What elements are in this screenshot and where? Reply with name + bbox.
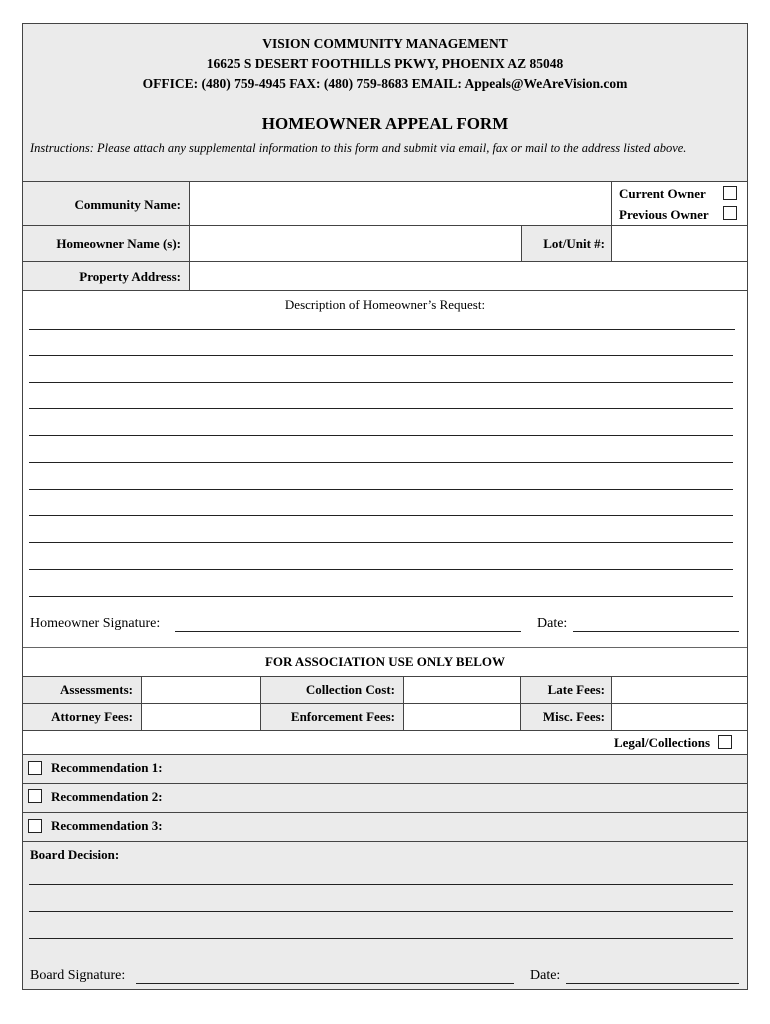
assessments-label: Assessments: [60, 682, 133, 697]
community-name-label: Community Name: [74, 197, 181, 212]
homeowner-date-label: Date: [537, 616, 568, 631]
homeowner-date-field[interactable] [573, 631, 739, 632]
homeowner-signature-field[interactable] [175, 631, 521, 632]
company-name: VISION COMMUNITY MANAGEMENT [262, 36, 508, 51]
misc-fees-label: Misc. Fees: [542, 709, 605, 724]
writing-line [29, 435, 733, 436]
collection-cost-label: Collection Cost: [305, 682, 395, 697]
misc-fees-field[interactable] [612, 704, 747, 730]
description-textarea[interactable] [29, 314, 739, 599]
board-signature-field[interactable] [136, 983, 514, 984]
recommendation-3-checkbox[interactable] [28, 819, 42, 833]
writing-line [29, 489, 733, 490]
enforcement-fees-field[interactable] [404, 704, 520, 730]
legal-collections-label: Legal/Collections [613, 735, 710, 750]
board-signature-label: Board Signature: [30, 968, 126, 983]
assessments-field[interactable] [142, 677, 260, 703]
company-contact: OFFICE: (480) 759-4945 FAX: (480) 759-8683 EMAIL: Appeals@WeAreVision.com [142, 76, 628, 91]
writing-line [29, 329, 735, 330]
recommendation-1-checkbox[interactable] [28, 761, 42, 775]
association-heading: FOR ASSOCIATION USE ONLY BELOW [264, 654, 506, 669]
board-date-field[interactable] [566, 983, 739, 984]
late-fees-label: Late Fees: [547, 682, 605, 697]
writing-line [29, 911, 733, 912]
board-date-label: Date: [530, 968, 561, 983]
recommendation-3-label: Recommendation 3: [51, 818, 163, 833]
property-address-field[interactable] [190, 262, 747, 290]
lot-unit-field[interactable] [612, 226, 747, 261]
legal-collections-checkbox[interactable] [718, 735, 732, 749]
attorney-fees-label: Attorney Fees: [51, 709, 133, 724]
previous-owner-checkbox[interactable] [723, 206, 737, 220]
writing-line [29, 515, 733, 516]
homeowner-name-label: Homeowner Name (s): [56, 236, 181, 251]
instructions: Instructions: Please attach any supplemental information to this form and submit via email, fax or mail to the address listed above. [30, 141, 687, 155]
community-name-field[interactable] [190, 182, 611, 225]
board-decision-textarea[interactable] [29, 869, 739, 944]
recommendation-2-label: Recommendation 2: [51, 789, 163, 804]
previous-owner-label: Previous Owner [619, 207, 709, 222]
lot-unit-label: Lot/Unit #: [543, 236, 605, 251]
enforcement-fees-label: Enforcement Fees: [290, 709, 395, 724]
appeal-form [22, 23, 748, 990]
writing-line [29, 569, 733, 570]
writing-line [29, 382, 733, 383]
attorney-fees-field[interactable] [142, 704, 260, 730]
late-fees-field[interactable] [612, 677, 747, 703]
property-address-label: Property Address: [79, 269, 181, 284]
writing-line [29, 408, 733, 409]
form-title: HOMEOWNER APPEAL FORM [261, 114, 509, 133]
current-owner-checkbox[interactable] [723, 186, 737, 200]
writing-line [29, 596, 733, 597]
homeowner-name-field[interactable] [190, 226, 521, 261]
writing-line [29, 938, 733, 939]
collection-cost-field[interactable] [404, 677, 520, 703]
recommendation-2-checkbox[interactable] [28, 789, 42, 803]
writing-line [29, 542, 733, 543]
company-address: 16625 S DESERT FOOTHILLS PKWY, PHOENIX AZ 85048 [206, 56, 564, 71]
homeowner-signature-label: Homeowner Signature: [30, 616, 161, 631]
description-label: Description of Homeowner’s Request: [284, 297, 486, 312]
recommendation-1-label: Recommendation 1: [51, 760, 163, 775]
writing-line [29, 884, 733, 885]
writing-line [29, 355, 733, 356]
current-owner-label: Current Owner [619, 186, 706, 201]
board-decision-label: Board Decision: [30, 847, 120, 862]
writing-line [29, 462, 733, 463]
